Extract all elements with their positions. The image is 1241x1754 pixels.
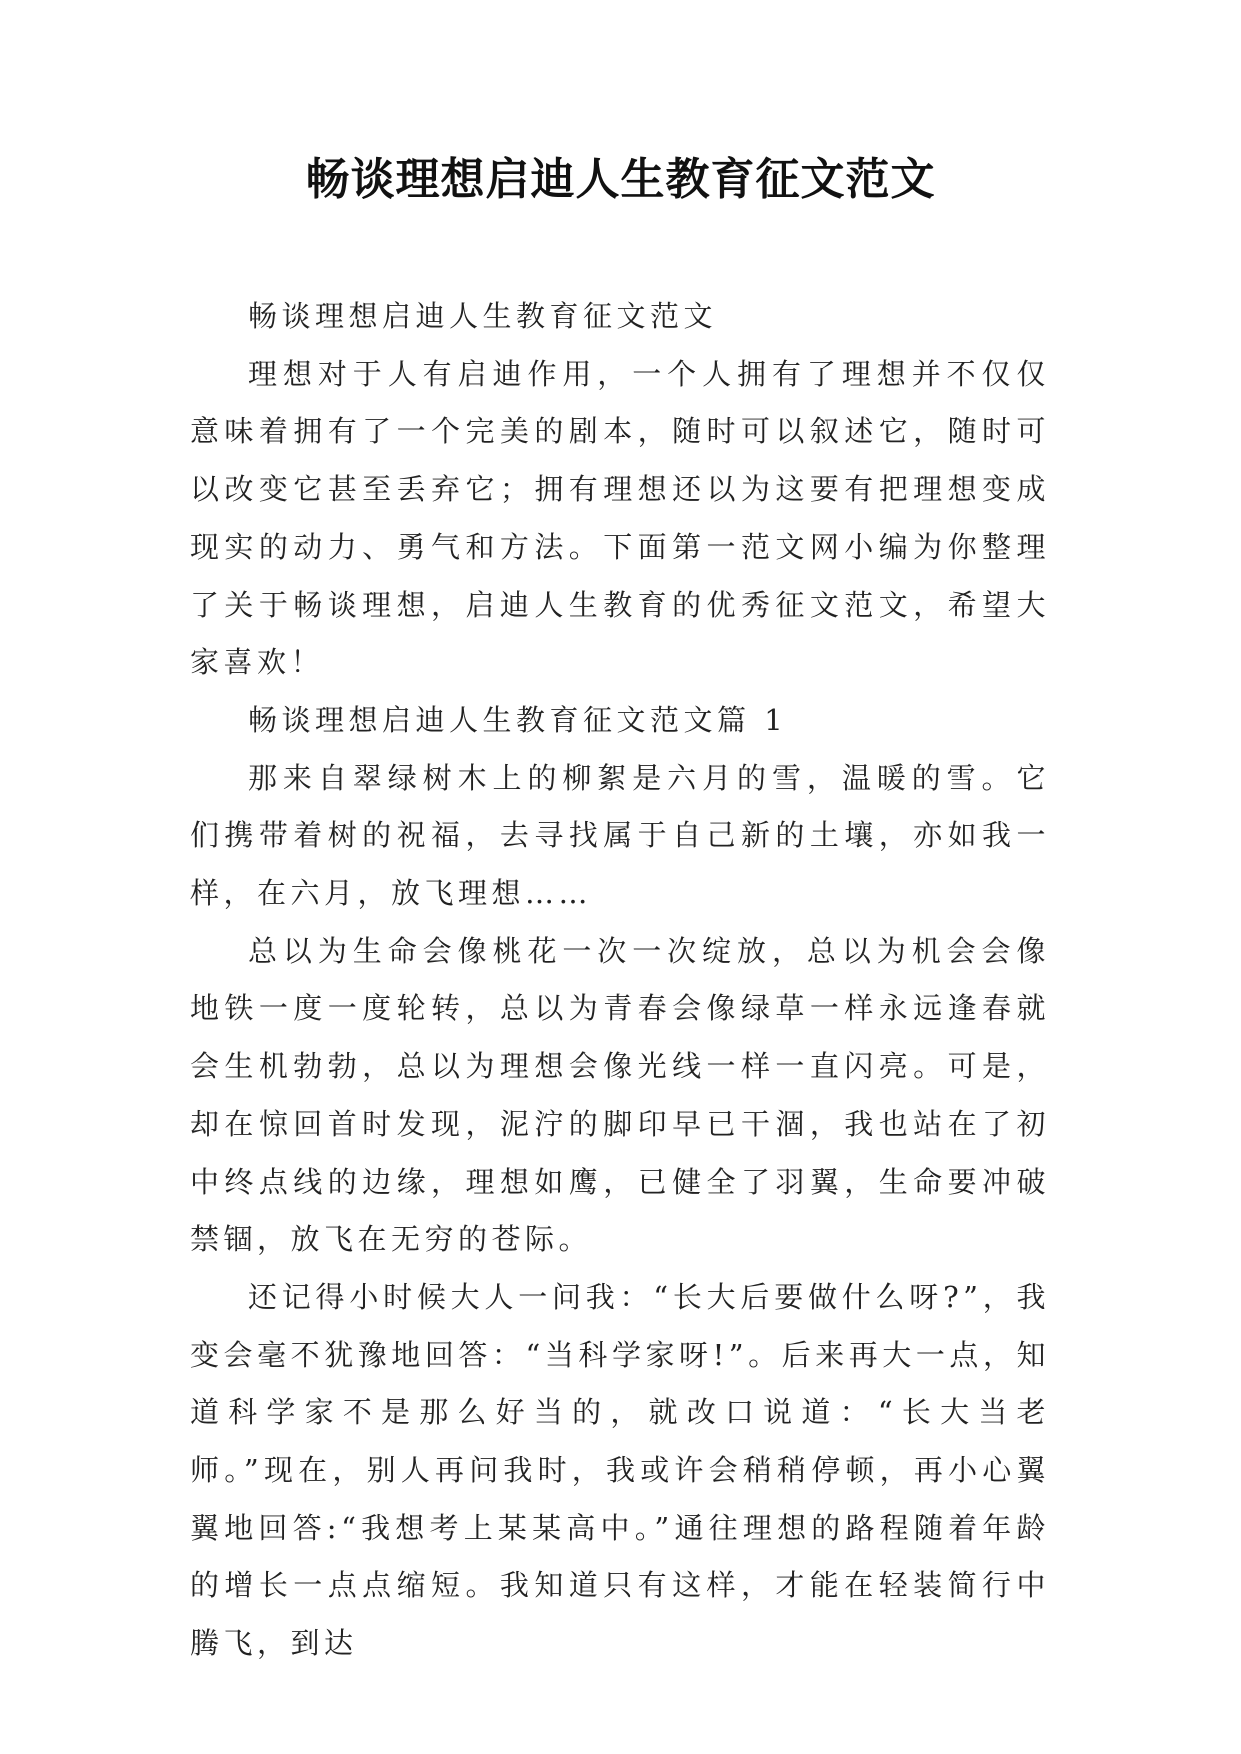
paragraph-intro: 理想对于人有启迪作用，一个人拥有了理想并不仅仅意味着拥有了一个完美的剧本，随时可以叙述它，随时可以改变它甚至丢弃它；拥有理想还以为这要有把理想变成现实的动力、勇气和方法。下面第一范文网小编为你整理了关于畅谈理想，启迪人生教育的优秀征文范文，希望大家喜欢！ bbox=[190, 356, 1050, 680]
document-body bbox=[190, 288, 1050, 1673]
document-title: 畅谈理想启迪人生教育征文范文 bbox=[305, 154, 936, 205]
paragraph-subtitle: 畅谈理想启迪人生教育征文范文 bbox=[248, 299, 718, 333]
paragraph-body: 总以为生命会像桃花一次一次绽放，总以为机会会像地铁一度一度轮转，总以为青春会像绿草一样永远逢春就会生机勃勃，总以为理想会像光线一样一直闪亮。可是，却在惊回首时发现，泥泞的脚印早已干涸，我也站在了初中终点线的边缘，理想如鹰，已健全了羽翼，生命要冲破禁锢，放飞在无穷的苍际。 bbox=[190, 933, 1050, 1257]
paragraph-body: 那来自翠绿树木上的柳絮是六月的雪，温暖的雪。它们携带着树的祝福，去寻找属于自己新的土壤，亦如我一样，在六月，放飞理想…… bbox=[190, 760, 1050, 911]
paragraph-body: 还记得小时候大人一问我：“长大后要做什么呀?”，我变会毫不犹豫地回答：“当科学家呀!”。后来再大一点，知道科学家不是那么好当的，就改口说道：“长大当老师。”现在，别人再问我时，我或许会稍稍停顿，再小心翼翼地回答:“我想考上某某高中。”通往理想的路程随着年龄的增长一点点缩短。我知道只有这样，才能在轻装简行中腾飞，到达 bbox=[190, 1279, 1050, 1661]
paragraph-section-heading: 畅谈理想启迪人生教育征文范文篇 1 bbox=[248, 702, 788, 737]
